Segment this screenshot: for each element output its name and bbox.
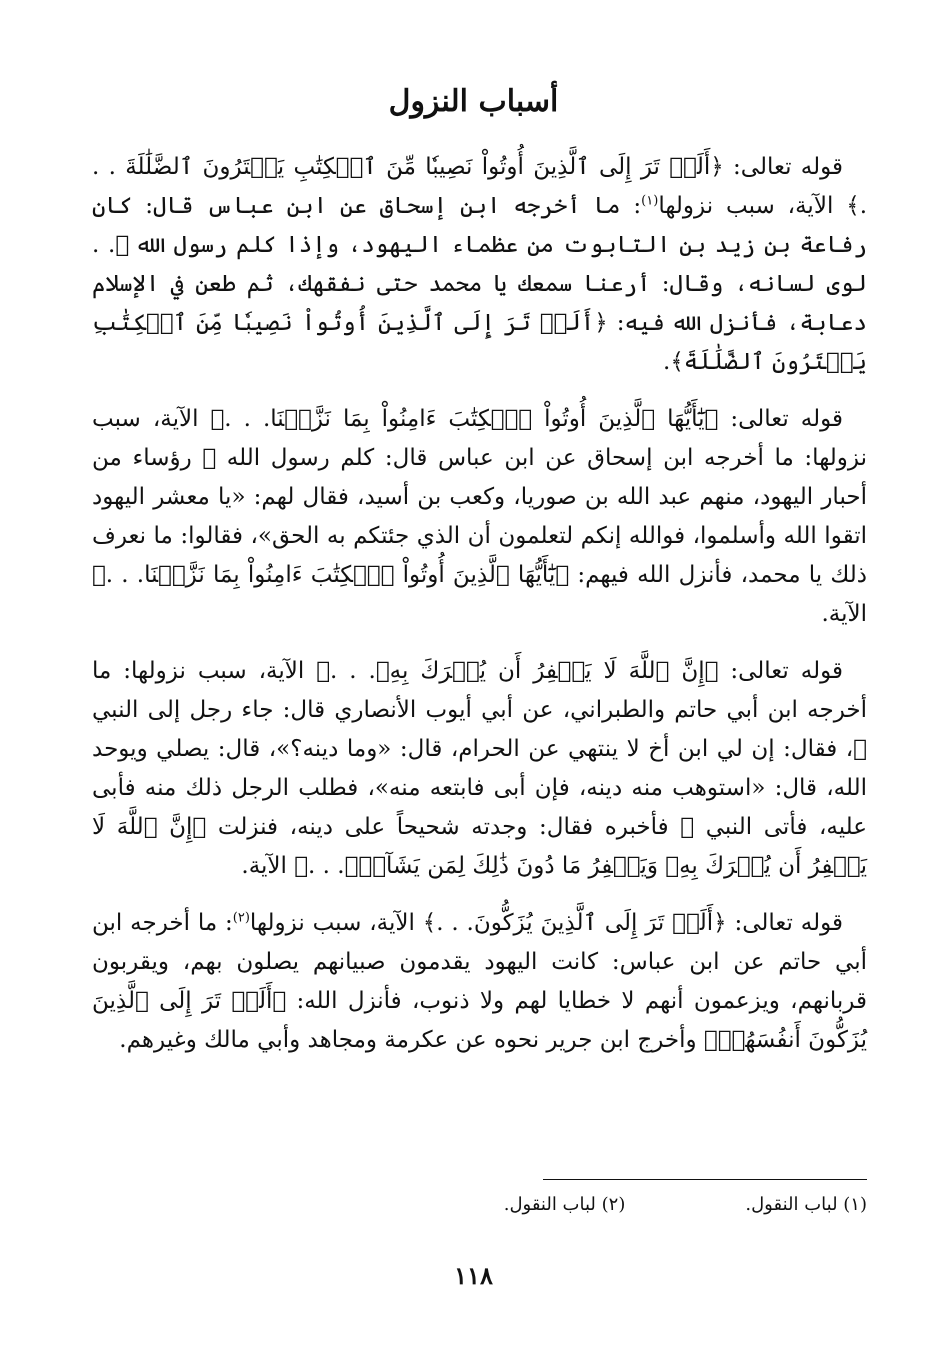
footnotes (92, 1194, 867, 1215)
paragraph-4-text-b: : ما أخرجه ابن أبي حاتم عن ابن عباس: كانت اليهود يقدمون صبيانهم يصلون بهم، ويقربون قربانهم، ويزعمون أنهم لا خطايا لهم ولا ذنوب، فأنزل الله: ﴿أَلَمۡ تَرَ إِلَى ٱلَّذِينَ يُزَكُّونَ أَنفُسَهُمۚ﴾ وأخرج ابن جرير نحوه عن عكرمة ومجاهد وأبي مالك وغيرهم. (92, 910, 867, 1053)
footnote-ref-1: (١) (641, 193, 659, 209)
paragraph-4 (92, 904, 867, 1060)
page-number: ١١٨ (454, 1261, 493, 1290)
paragraph-2-text: قوله تعالى: ﴿يَٰٓأَيُّهَا ٱلَّذِينَ أُوتُواْ ٱلۡكِتَٰبَ ءَامِنُواْ بِمَا نَزَّلۡنَا. . .﴾ الآية، سبب نزولها: ما أخرجه ابن إسحاق عن ابن عباس قال: كلم رسول الله ﷺ رؤساء من أحبار اليهود، منهم عبد الله بن صوريا، وكعب بن أسيد، فقال لهم: «يا معشر اليهود اتقوا الله وأسلموا، فوالله إنكم لتعلمون أن الذي جئتكم به الحق»، فقالوا: ما نعرف ذلك يا محمد، فأنزل الله فيهم: ﴿يَٰٓأَيُّهَا ٱلَّذِينَ أُوتُواْ ٱلۡكِتَٰبَ ءَامِنُواْ بِمَا نَزَّلۡنَا. . .﴾ الآية. (92, 406, 867, 627)
paragraph-4-text-a: قوله تعالى: ﴿أَلَمۡ تَرَ إِلَى ٱلَّذِينَ يُزَكُّونَ. . .﴾ الآية، سبب نزولها (249, 910, 843, 936)
paragraph-3 (92, 652, 867, 886)
page-title: أسباب النزول (388, 84, 559, 119)
footnote-ref-2: (٢) (232, 910, 250, 926)
paragraph-2 (92, 400, 867, 634)
paragraph-1-text-a: قوله تعالى: ﴿أَلَمۡ تَرَ إِلَى ٱلَّذِينَ أُوتُواْ نَصِيبٗا مِّنَ ٱلۡكِتَٰبِ يَشۡتَرُونَ ٱلضَّلَٰلَةَ . . .﴾ الآية، سبب نزولها (92, 154, 868, 219)
paragraph-1-text-b: : ما أخرجه ابن إسحاق عن ابن عباس قال: كان رفاعة بن زيد بن التابوت من عظماء اليهود، وإذا كلم رسول الله ﷺ. . لوى لسانه، وقال: أرعنا سمعك يا محمد حتى نفقهك، ثم طعن في الإسلام دعابة، فأنزل الله فيه: ﴿أَلَمۡ تَرَ إِلَى ٱلَّذِينَ أُوتُواْ نَصِيبٗا مِّنَ ٱلۡكِتَٰبِ يَشۡتَرُونَ ٱلضَّلَٰلَةَ﴾. (92, 193, 867, 375)
footnote-divider (543, 1179, 867, 1180)
main-text (92, 148, 867, 1078)
footnote-1: (١) لباب النقول. (745, 1194, 867, 1215)
footnote-2: (٢) لباب النقول. (503, 1194, 626, 1215)
paragraph-1 (92, 148, 867, 382)
paragraph-3-text: قوله تعالى: ﴿إِنَّ ٱللَّهَ لَا يَغۡفِرُ أَن يُشۡرَكَ بِهِۦ. . .﴾ الآية، سبب نزولها: ما أخرجه ابن أبي حاتم والطبراني، عن أبي أيوب الأنصاري قال: جاء رجل إلى النبي ﷺ، فقال: إن لي ابن أخ لا ينتهي عن الحرام، قال: «وما دينه؟»، قال: يصلي ويوحد الله، قال: «استوهب منه دينه، فإن أبى فابتعه منه»، فطلب الرجل ذلك منه فأبى عليه، فأتى النبي ﷺ فأخبره فقال: وجدته شحيحاً على دينه، فنزلت ﴿إِنَّ ٱللَّهَ لَا يَغۡفِرُ أَن يُشۡرَكَ بِهِۦ وَيَغۡفِرُ مَا دُونَ ذَٰلِكَ لِمَن يَشَآءُۚ. . .﴾ الآية. (92, 658, 867, 879)
